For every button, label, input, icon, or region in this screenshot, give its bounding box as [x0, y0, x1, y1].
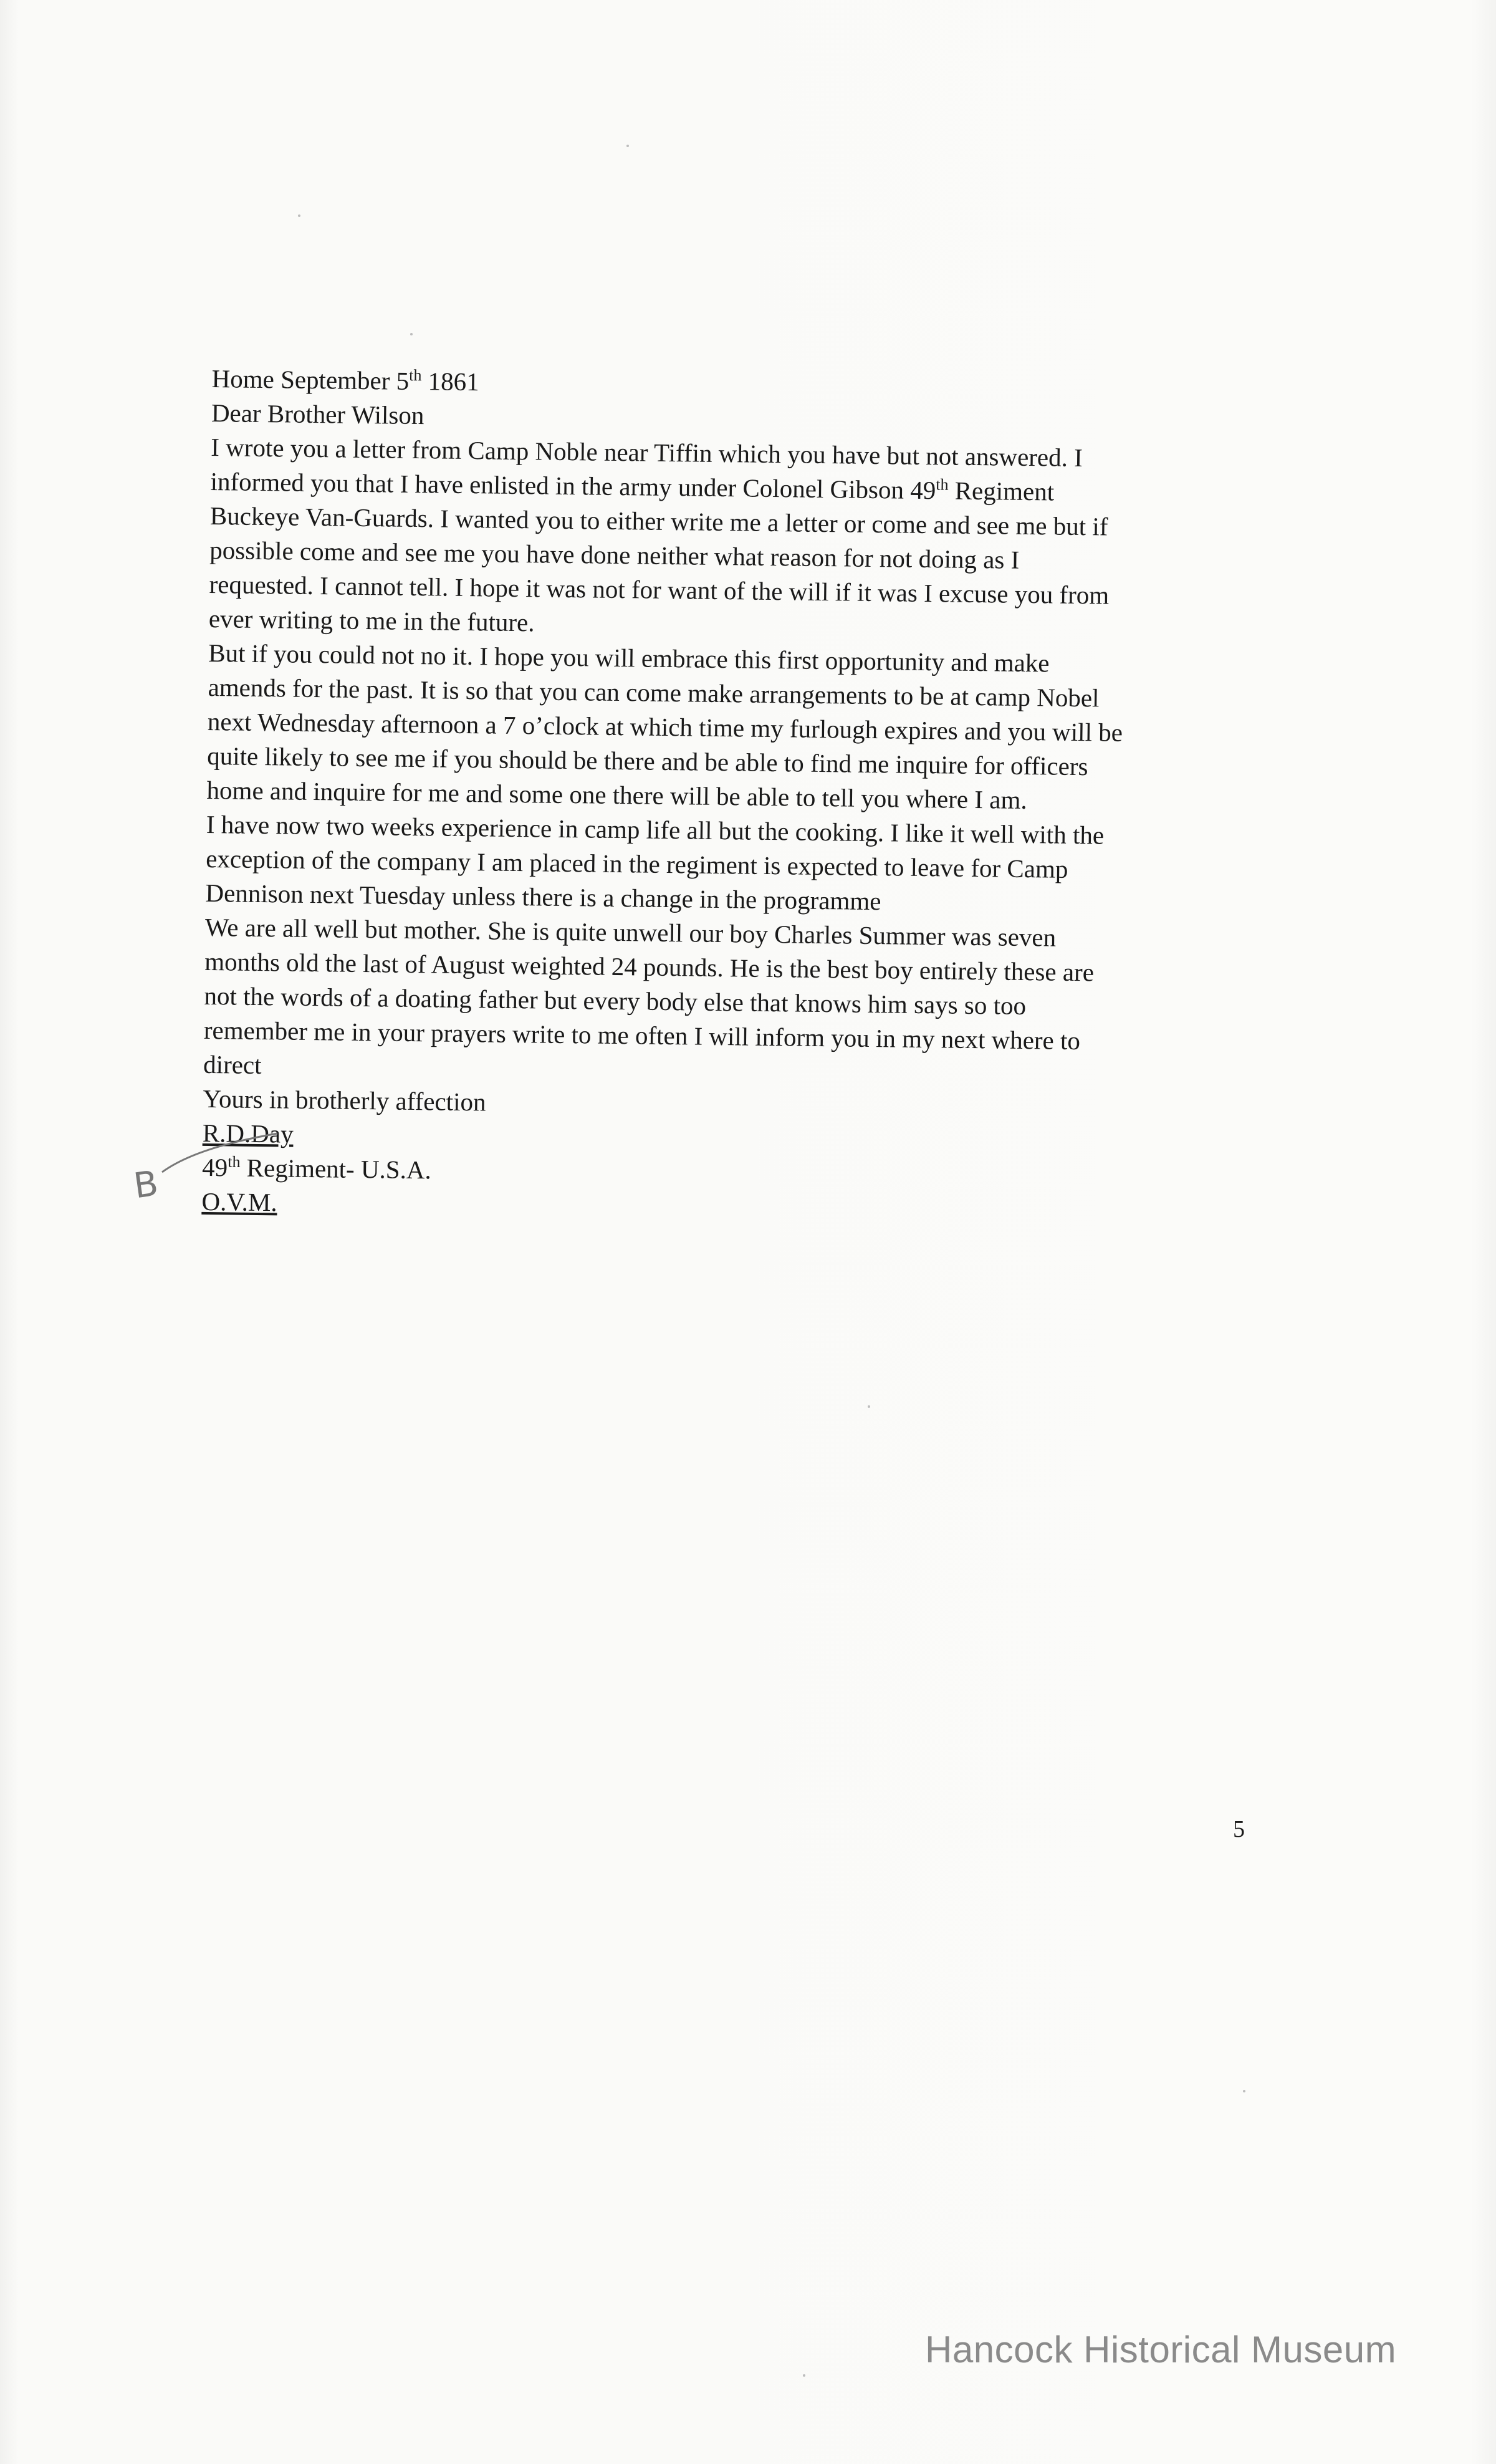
- letter-line: months old the last of August weighted 24 pounds. He is the best boy entirely these are: [204, 946, 1095, 987]
- museum-watermark: Hancock Historical Museum: [925, 2329, 1397, 2370]
- letter-line: not the words of a doating father but every body else that knows him says so too: [204, 981, 1027, 1021]
- letter-line: quite likely to see me if you should be there and be able to find me inquire for officers: [206, 741, 1088, 781]
- date-text: Home September 5: [211, 363, 410, 395]
- letter-line: possible come and see me you have done neither what reason for not doing as I: [209, 535, 1020, 574]
- scan-speck: [868, 1405, 870, 1408]
- letter-line: amends for the past. It is so that you can come make arrangements to be at camp Nobel: [208, 672, 1100, 713]
- letter-line-text: Regiment: [948, 476, 1055, 506]
- scan-speck: [803, 2374, 805, 2377]
- letter-line: direct: [203, 1049, 262, 1080]
- page-number: 5: [1233, 1816, 1245, 1842]
- date-year: 1861: [428, 367, 479, 397]
- superscript: th: [936, 475, 949, 494]
- regiment-text: Regiment- U.S.A.: [240, 1153, 432, 1185]
- closing: Yours in brotherly affection: [203, 1084, 486, 1117]
- letter-line: remember me in your prayers write to me often I will inform you in my next where to: [203, 1015, 1081, 1056]
- letter-body: [201, 362, 1272, 1232]
- ovm-line: O.V.M.: [201, 1186, 277, 1217]
- letter-line: We are all well but mother. She is quite unwell our boy Charles Summer was seven: [204, 912, 1057, 952]
- letter-line: requested. I cannot tell. I hope it was not for want of the will if it was I excuse you from: [209, 569, 1110, 610]
- pencil-stroke-icon: [159, 1129, 284, 1178]
- letter-line: I have now two weeks experience in camp life all but the cooking. I like it well with the: [206, 809, 1105, 850]
- scan-speck: [410, 333, 413, 335]
- letter-line: But if you could not no it. I hope you will embrace this first opportunity and make: [208, 638, 1050, 678]
- letter-line-text: informed you that I have enlisted in the army under Colonel Gibson 49: [210, 466, 936, 505]
- letter-line: Dennison next Tuesday unless there is a change in the programme: [205, 878, 881, 916]
- letter-line: I wrote you a letter from Camp Noble near Tiffin which you have but not answered. I: [211, 432, 1083, 473]
- signature: R.D.Day: [202, 1118, 294, 1148]
- letter-line: exception of the company I am placed in the regiment is expected to leave for Camp: [205, 844, 1068, 883]
- letter-line: next Wednesday afternoon a 7 o’clock at which time my furlough expires and you will be: [207, 706, 1123, 747]
- letter-line: ever writing to me in the future.: [208, 604, 535, 637]
- superscript: th: [228, 1152, 241, 1171]
- scan-speck: [298, 214, 300, 217]
- handwritten-mark: B: [131, 1163, 161, 1207]
- regiment-number: 49: [201, 1152, 228, 1182]
- letter-line: home and inquire for me and some one there will be able to tell you where I am.: [206, 775, 1027, 815]
- scan-speck: [626, 145, 629, 147]
- scan-speck: [1243, 2090, 1245, 2092]
- salutation: Dear Brother Wilson: [211, 398, 424, 430]
- date-superscript: th: [409, 366, 422, 385]
- letter-line: Buckeye Van-Guards. I wanted you to either write me a letter or come and see me but if: [209, 501, 1108, 541]
